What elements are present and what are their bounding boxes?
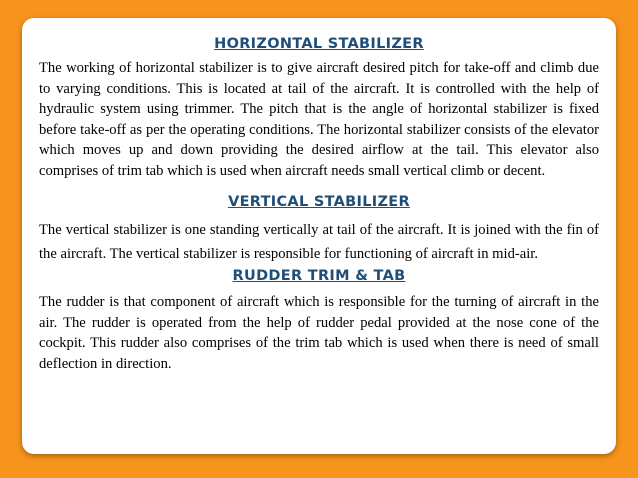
rudder-trim-tab-paragraph: The rudder is that component of aircraft which is responsible for the turning of aircraft in the air. The rudder is operated from the help of rudder pedal provided at the nose cone of the cockpit. This rudder also comprises of the trim tab which is used when there is need of small deflection in direction. <box>39 294 599 372</box>
vertical-stabilizer-heading: VERTICAL STABILIZER <box>228 194 410 210</box>
slide-card <box>22 18 616 454</box>
vertical-stabilizer-paragraph: The vertical stabilizer is one standing vertically at tail of the aircraft. It is joined with the fin of the aircraft. The vertical stabilizer is responsible for functioning of aircraft in mid-air. <box>39 222 599 262</box>
horizontal-stabilizer-paragraph: The working of horizontal stabilizer is to give aircraft desired pitch for take-off and climb due to varying conditions. This is located at tail of the aircraft. It is controlled with the help of hydraulic system using trimmer. The pitch that is the angle of horizontal stabilizer is fixed before take-off as per the operating conditions. The horizontal stabilizer consists of the elevator which moves up and down providing the desired airflow at the tail. This elevator also comprises of trim tab which is used when aircraft needs small vertical climb or decent. <box>39 60 599 179</box>
horizontal-stabilizer-heading: HORIZONTAL STABILIZER <box>214 36 424 52</box>
rudder-trim-tab-heading: RUDDER TRIM & TAB <box>232 268 406 284</box>
